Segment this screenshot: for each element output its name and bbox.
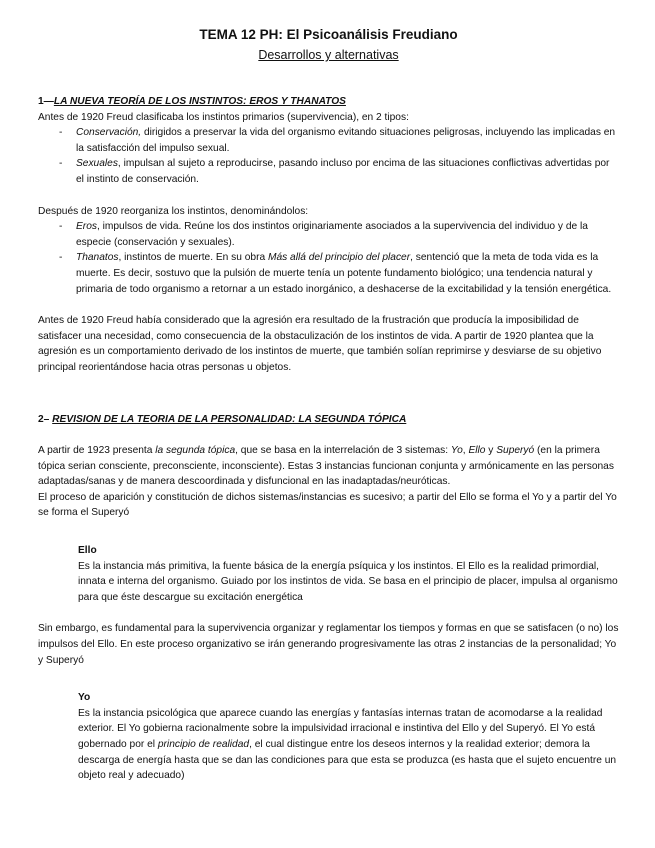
yo-block [38, 690, 619, 784]
list-term: Conservación, [76, 127, 142, 139]
section-1-number: 1— [38, 96, 54, 107]
instincts-list-before-1920 [38, 125, 619, 187]
section-1-heading-text: LA NUEVA TEORÍA DE LOS INSTINTOS: EROS Y THANATOS [53, 96, 346, 107]
page-title: TEMA 12 PH: El Psicoanálisis Freudiano [199, 27, 458, 42]
ello-block [38, 543, 619, 605]
section-2-heading-text: REVISION DE LA TEORIA DE LA PERSONALIDAD: LA SEGUNDA TÓPICA [52, 413, 407, 425]
text-run-italic: Ello [468, 445, 486, 457]
list-dash: - [59, 127, 63, 139]
text-run: , [462, 445, 469, 457]
text-run-italic: Yo [450, 445, 463, 457]
text-run: A partir de 1923 presenta [38, 445, 156, 457]
section-1-closing-paragraph: Antes de 1920 Freud había considerado que la agresión era resultado de la frustración que producía la imposibilidad de satisfacer una necesidad, como consecuencia de la obstaculización de los instintos de vida. A partir de 1920 plantea que la agresión es un comportamiento derivado de los instintos de muerte, que también solían reprimirse y desviarse de su objetivo principal reorientándose hacia otras personas u objetos. [38, 315, 602, 373]
page-subtitle: Desarrollos y alternativas [258, 48, 399, 62]
section-2-paragraph-3: Sin embargo, es fundamental para la supervivencia organizar y reglamentar los tiempos y formas en que se satisfacen (o no) los impulsos del Ello. En este proceso organizativo se irán generando progresivamente las otras 2 instancias de la personalidad; Yo y Superyó [38, 623, 619, 666]
instincts-list-after-1920 [38, 219, 619, 297]
text-run-italic: Superyó [496, 445, 535, 457]
text-run: , el cual distingue entre los deseos internos y la realidad exterior; demora la descarga de energía hasta que se dan las condiciones para que esta se produzca (es hasta que el sujeto encuentre un objeto real y adecuado) [78, 739, 617, 782]
list-text: , impulsos de vida. Reúne los dos instintos originariamente asociados a la supervivencia del individuo y de la especie (conservación y sexuales). [76, 221, 588, 248]
list-dash: - [59, 252, 63, 264]
section-1-intro-2: Después de 1920 reorganiza los instintos, denominándolos: [38, 205, 309, 217]
list-item [59, 156, 619, 187]
list-dash: - [59, 158, 63, 170]
section-2-paragraph-2: El proceso de aparición y constitución de dichos sistemas/instancias es sucesivo; a partir del Ello se forma el Yo y a partir del Yo se forma el Superyó [38, 491, 617, 519]
section-2-heading [38, 412, 619, 428]
list-item [59, 219, 619, 250]
section-2-number: 2– [38, 413, 53, 425]
section-1-heading [38, 94, 619, 110]
work-title: Más allá del principio del placer [267, 252, 411, 264]
list-text: dirigidos a preservar la vida del organismo evitando situaciones peligrosas, incluyendo las implicadas en la satisfacción del impulso sexual. [76, 127, 616, 154]
text-run: y [485, 445, 497, 457]
list-term: Thanatos [76, 252, 119, 264]
text-run: (en la primera tópica serian consciente, preconsciente, inconsciente). Estas 3 instancias funcionan conjunta y armónicamente en las personas adaptadas/sanas y de manera descoordinada y disfuncional en las inadaptadas/neuróticas. [38, 445, 614, 488]
text-run-italic: principio de realidad [157, 739, 250, 750]
list-item [59, 125, 619, 156]
section-2-paragraph-1 [38, 443, 619, 490]
list-item [59, 250, 619, 297]
text-run: Es la instancia psicológica que aparece cuando las energías y fantasías internas tratan de acomodarse a la realidad exterior. El Yo gobierna racionalmente sobre la impulsividad irracional e instintiva del Ello y del Superyó. El Yo está gobernado por el [78, 707, 603, 750]
list-term: Eros [76, 221, 97, 233]
list-term: Sexuales [76, 158, 118, 170]
text-run: , que se basa en la interrelación de 3 sistemas: [235, 445, 451, 457]
text-run-italic: la segunda tópica [155, 445, 236, 457]
yo-title: Yo [78, 692, 91, 704]
list-dash: - [59, 221, 63, 233]
list-text: , impulsan al sujeto a reproducirse, pasando incluso por encima de las situaciones conflictivas advertidas por el instinto de conservación. [76, 158, 610, 185]
ello-text: Es la instancia más primitiva, la fuente básica de la energía psíquica y los instintos. El Ello es la realidad primordial, innata e interna del organismo. Guiado por los instintos de vida. Se basa en el principio de placer, impulsa al organismo para que éste descargue su excitación energética [78, 560, 618, 603]
section-1-intro: Antes de 1920 Freud clasificaba los instintos primarios (supervivencia), en 2 tipos: [38, 111, 409, 123]
list-text: , instintos de muerte. En su obra [118, 252, 268, 264]
ello-title: Ello [78, 545, 97, 557]
list-text: , sentenció que la meta de toda vida es la muerte. Es decir, sostuvo que la pulsión de muerte tenía un potente fundamento biológico; una tendencia natural y primaria de todo organismo a retornar a un estado inorgánico, a deshacerse de la excitabilidad y la tensión energética. [76, 252, 612, 295]
yo-text [78, 706, 619, 784]
